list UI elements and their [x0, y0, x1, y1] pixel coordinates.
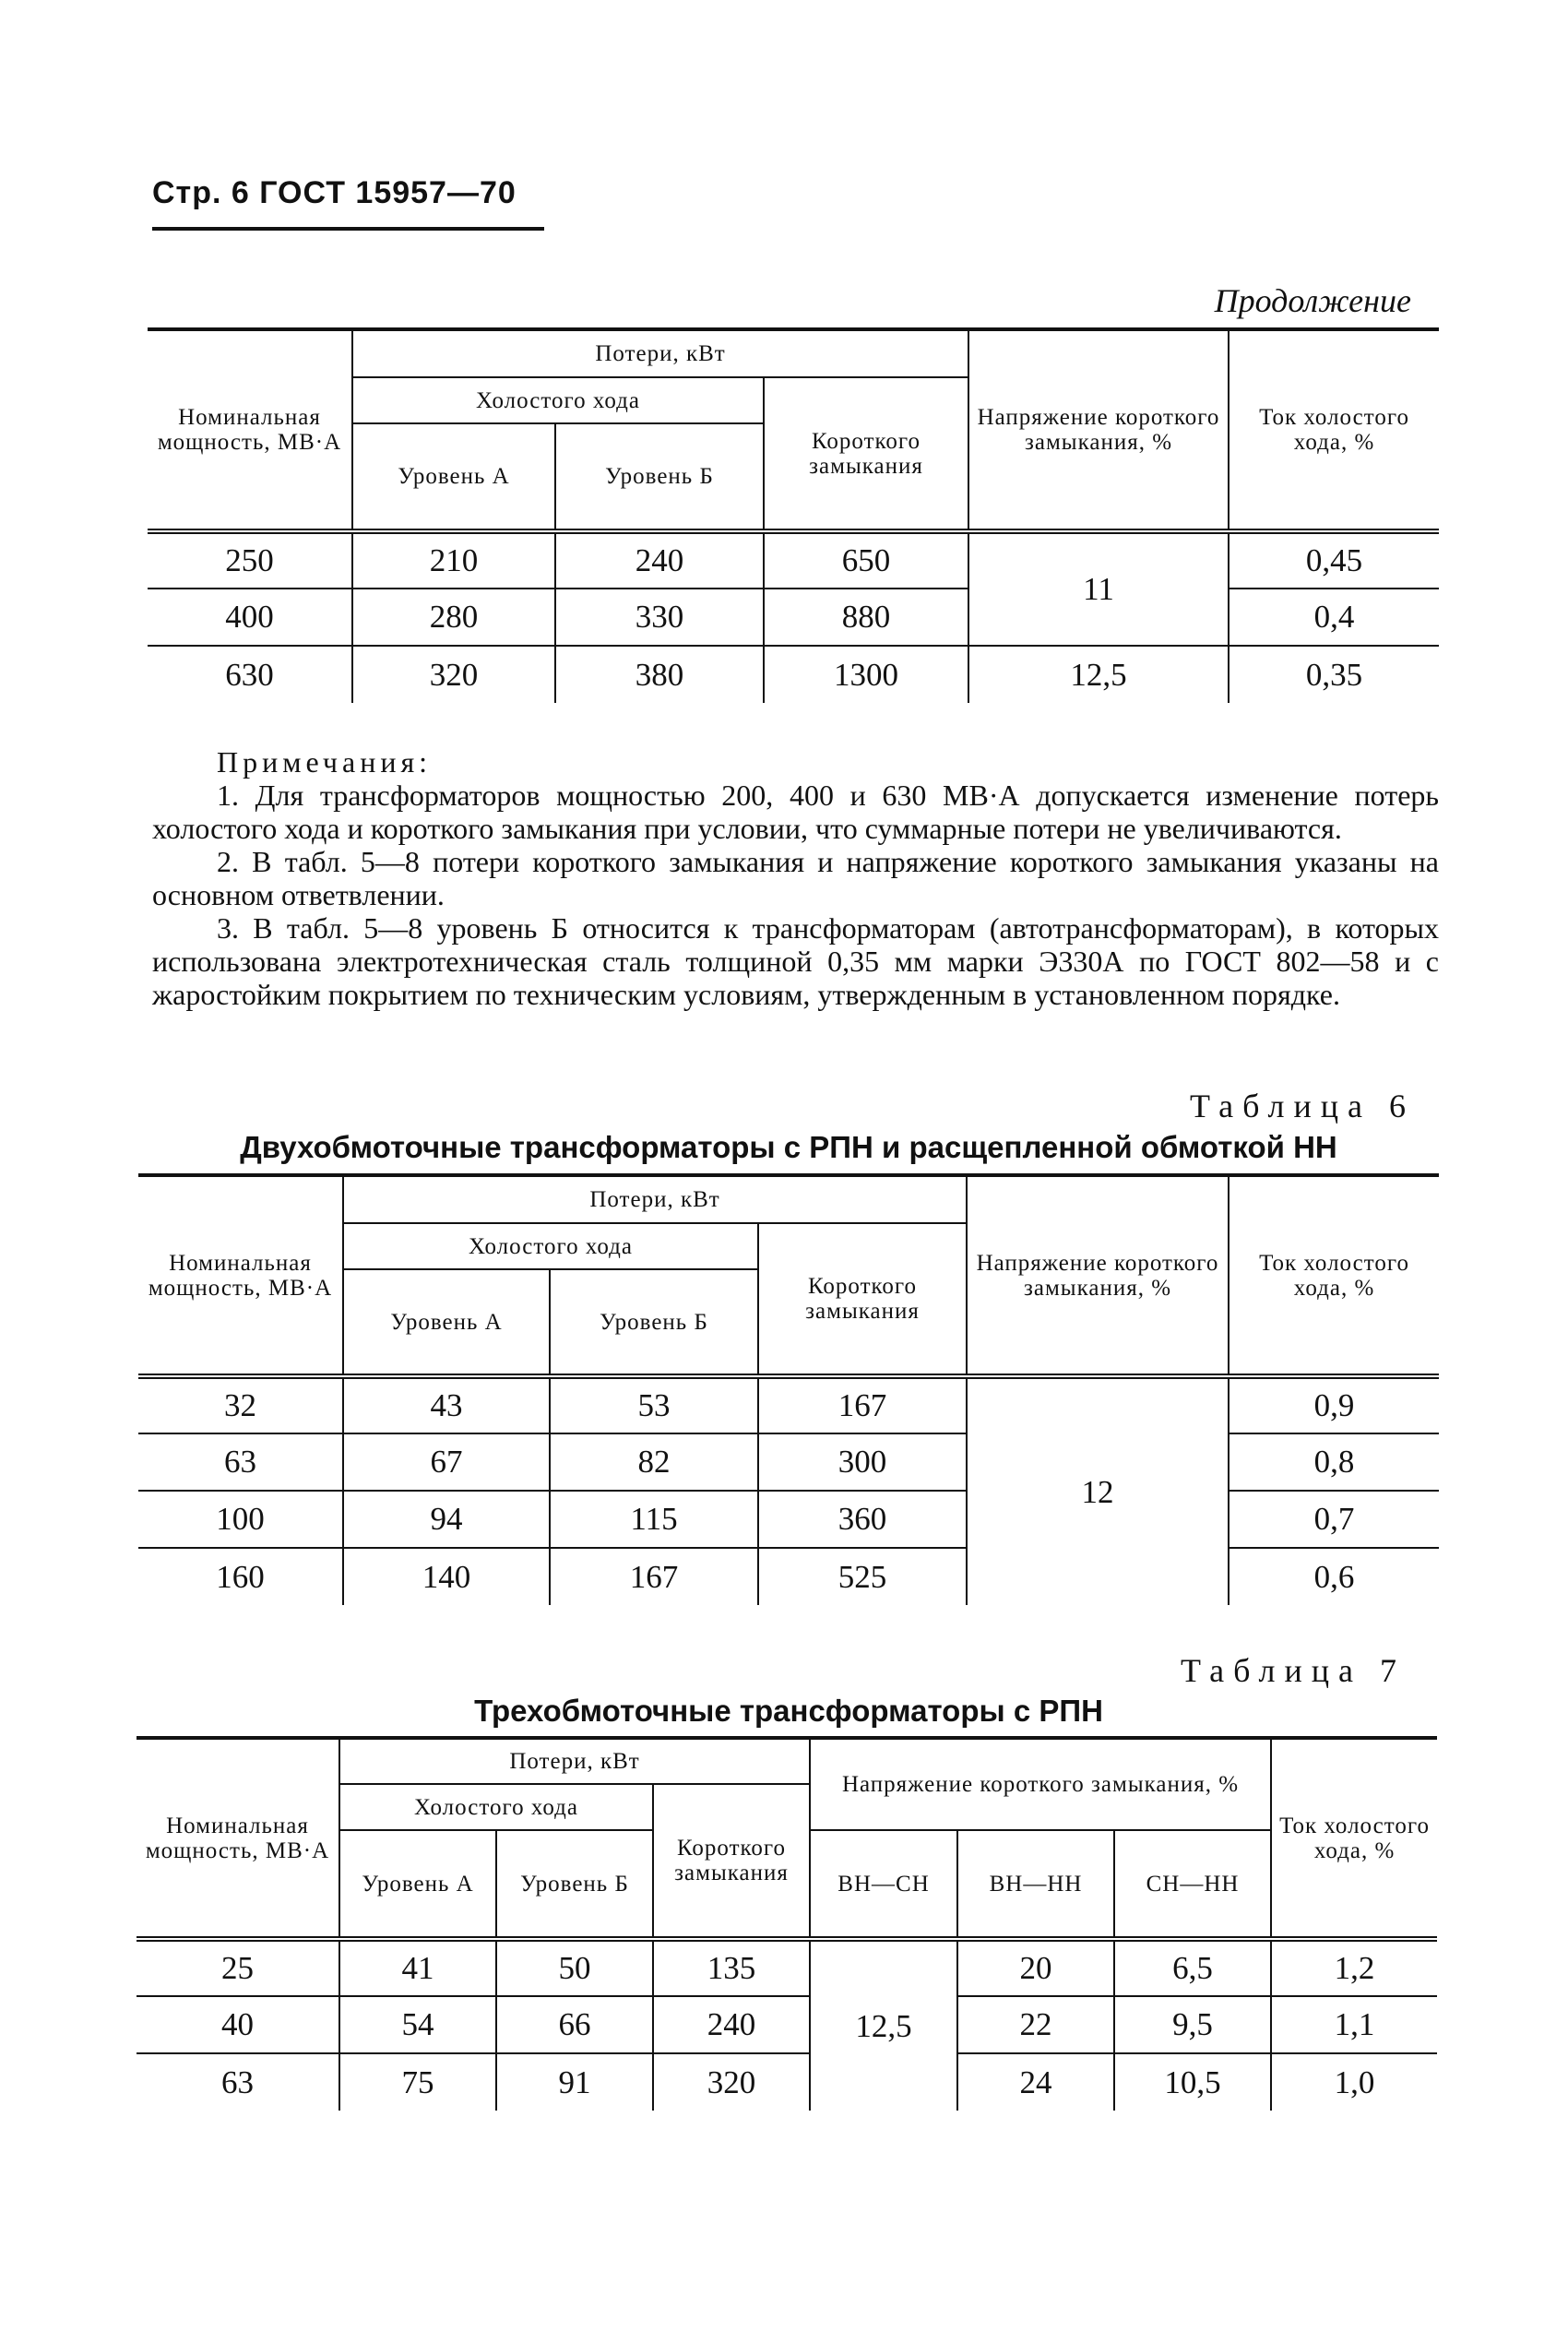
col-header-vn-nn: ВН—НН [957, 1830, 1114, 1939]
col-header-power: Номинальная мощность, МВ·А [148, 329, 352, 531]
table6-title: Двухобмоточные трансформаторы с РПН и расщепленной обмоткой НН [240, 1130, 1337, 1164]
cell-level-b: 240 [555, 531, 764, 589]
col-header-short: Короткого замыкания [758, 1223, 967, 1376]
cell-power: 630 [148, 646, 352, 703]
cell-short: 135 [653, 1939, 810, 1996]
cell-power: 63 [137, 2053, 339, 2111]
page-header: Стр. 6 ГОСТ 15957—70 [152, 175, 517, 210]
cell-current: 0,35 [1305, 656, 1363, 693]
col-header-current: Ток холостого хода, % [1271, 1738, 1437, 1939]
cell-vn-sn-merged: 12,5 [810, 1939, 957, 2111]
cell-level-b: 115 [550, 1491, 758, 1548]
col-header-power: Номинальная мощность, МВ·А [138, 1175, 343, 1376]
cell-level-b: 82 [550, 1433, 758, 1491]
cell-short: 360 [758, 1491, 967, 1548]
cell-level-a: 140 [343, 1548, 550, 1605]
table-row [138, 1433, 1439, 1491]
table-row [148, 589, 1439, 646]
cell-current: 0,6 [1313, 1558, 1355, 1595]
col-header-level-b: Уровень Б [555, 423, 764, 531]
cell-current: 1,2 [1271, 1939, 1437, 1996]
cell-voltage: 12,5 [968, 646, 1229, 703]
cell-short: 300 [758, 1433, 967, 1491]
cell-voltage-merged: 12 [967, 1376, 1229, 1605]
col-header-idle: Холостого хода [339, 1784, 653, 1830]
cell-sn-nn: 6,5 [1114, 1939, 1271, 1996]
cell-level-a: 210 [352, 531, 555, 589]
table-row [148, 646, 1439, 703]
notes-title: Примечания: [217, 745, 433, 779]
table-row [137, 1939, 1437, 1996]
cell-vn-nn: 22 [957, 1996, 1114, 2053]
table-row [137, 1996, 1437, 2053]
cell-vn-nn: 24 [957, 2053, 1114, 2111]
cell-power: 250 [148, 531, 352, 589]
cell-short: 650 [764, 531, 968, 589]
col-header-idle: Холостого хода [343, 1223, 758, 1269]
cell-voltage-merged: 11 [968, 531, 1229, 646]
col-header-losses: Потери, кВт [339, 1738, 810, 1784]
col-header-current: Ток холостого хода, % [1229, 1175, 1439, 1376]
cell-level-a: 94 [343, 1491, 550, 1548]
cell-level-a: 75 [339, 2053, 496, 2111]
cell-power: 25 [137, 1939, 339, 1996]
cell-power: 100 [138, 1491, 343, 1548]
table7-title: Трехобмоточные трансформаторы с РПН [474, 1694, 1103, 1728]
col-header-voltage: Напряжение короткого замыкания, % [968, 329, 1229, 531]
cell-current: 0,9 [1229, 1376, 1439, 1433]
cell-level-a: 320 [352, 646, 555, 703]
cell-current: 0,45 [1229, 531, 1439, 589]
table7 [137, 1736, 1437, 2111]
cell-short: 525 [758, 1548, 967, 1605]
cell-power: 40 [137, 1996, 339, 2053]
col-header-sn-nn: СН—НН [1114, 1830, 1271, 1939]
continuation-label: Продолжение [1214, 282, 1411, 319]
cell-level-a: 280 [352, 589, 555, 646]
cell-level-a: 67 [343, 1433, 550, 1491]
table7-label: Таблица 7 [1181, 1652, 1406, 1689]
cell-level-b: 167 [550, 1548, 758, 1605]
cell-level-b: 53 [550, 1376, 758, 1433]
col-header-level-b: Уровень Б [496, 1830, 653, 1939]
cell-power: 400 [148, 589, 352, 646]
cell-current: 0,7 [1229, 1491, 1439, 1548]
cell-level-b: 91 [496, 2053, 653, 2111]
cell-current: 1,1 [1271, 1996, 1437, 2053]
col-header-power: Номинальная мощность, МВ·А [137, 1738, 339, 1939]
table6-label: Таблица 6 [1190, 1088, 1415, 1124]
col-header-current: Ток холостого хода, % [1229, 329, 1439, 531]
note-3: 3. В табл. 5—8 уровень Б относится к трансформаторам (автотрансформаторам), в которых использована электротехническая сталь толщиной 0,35 мм марки Э330А по ГОСТ 802—58 и с жаростойким покрытием по техническим условиям, утвержденным в установленном порядке. [152, 911, 1439, 1011]
col-header-idle: Холостого хода [352, 377, 764, 423]
notes-block [152, 745, 1439, 1011]
col-header-level-a: Уровень А [352, 423, 555, 531]
table-row [138, 1548, 1439, 1605]
col-header-voltage: Напряжение короткого замыкания, % [967, 1175, 1229, 1376]
cell-current: 1,0 [1334, 2063, 1375, 2100]
col-header-vn-sn: ВН—СН [810, 1830, 957, 1939]
table-row [148, 531, 1439, 589]
cell-current: 0,8 [1229, 1433, 1439, 1491]
col-header-voltage: Напряжение короткого замыкания, % [810, 1738, 1271, 1830]
continuation-table [148, 327, 1439, 703]
note-2: 2. В табл. 5—8 потери короткого замыкания и напряжение короткого замыкания указаны на основном ответвлении. [152, 845, 1439, 911]
cell-short: 240 [653, 1996, 810, 2053]
col-header-level-a: Уровень А [339, 1830, 496, 1939]
cell-vn-nn: 20 [957, 1939, 1114, 1996]
table-row [137, 2053, 1437, 2111]
cell-short: 167 [758, 1376, 967, 1433]
table-row [138, 1376, 1439, 1433]
col-header-level-a: Уровень А [343, 1269, 550, 1376]
cell-level-b: 330 [555, 589, 764, 646]
cell-level-b: 50 [496, 1939, 653, 1996]
table-row [138, 1491, 1439, 1548]
col-header-losses: Потери, кВт [343, 1175, 967, 1223]
cell-level-b: 380 [555, 646, 764, 703]
col-header-losses: Потери, кВт [352, 329, 968, 377]
col-header-level-b: Уровень Б [550, 1269, 758, 1376]
cell-power: 63 [138, 1433, 343, 1491]
cell-level-b: 66 [496, 1996, 653, 2053]
header-rule [152, 227, 544, 231]
cell-power: 160 [138, 1548, 343, 1605]
col-header-short: Короткого замыкания [653, 1784, 810, 1939]
col-header-short: Короткого замыкания [764, 377, 968, 531]
cell-level-a: 43 [343, 1376, 550, 1433]
cell-current: 0,4 [1229, 589, 1439, 646]
cell-short: 880 [764, 589, 968, 646]
note-1: 1. Для трансформаторов мощностью 200, 400 и 630 МВ·А допускается изменение потерь холостого хода и короткого замыкания при условии, что суммарные потери не увеличиваются. [152, 779, 1439, 845]
cell-short: 320 [653, 2053, 810, 2111]
cell-sn-nn: 9,5 [1114, 1996, 1271, 2053]
cell-short: 1300 [764, 646, 968, 703]
table6 [138, 1173, 1439, 1605]
cell-power: 32 [138, 1376, 343, 1433]
cell-sn-nn: 10,5 [1114, 2053, 1271, 2111]
cell-level-a: 54 [339, 1996, 496, 2053]
cell-level-a: 41 [339, 1939, 496, 1996]
